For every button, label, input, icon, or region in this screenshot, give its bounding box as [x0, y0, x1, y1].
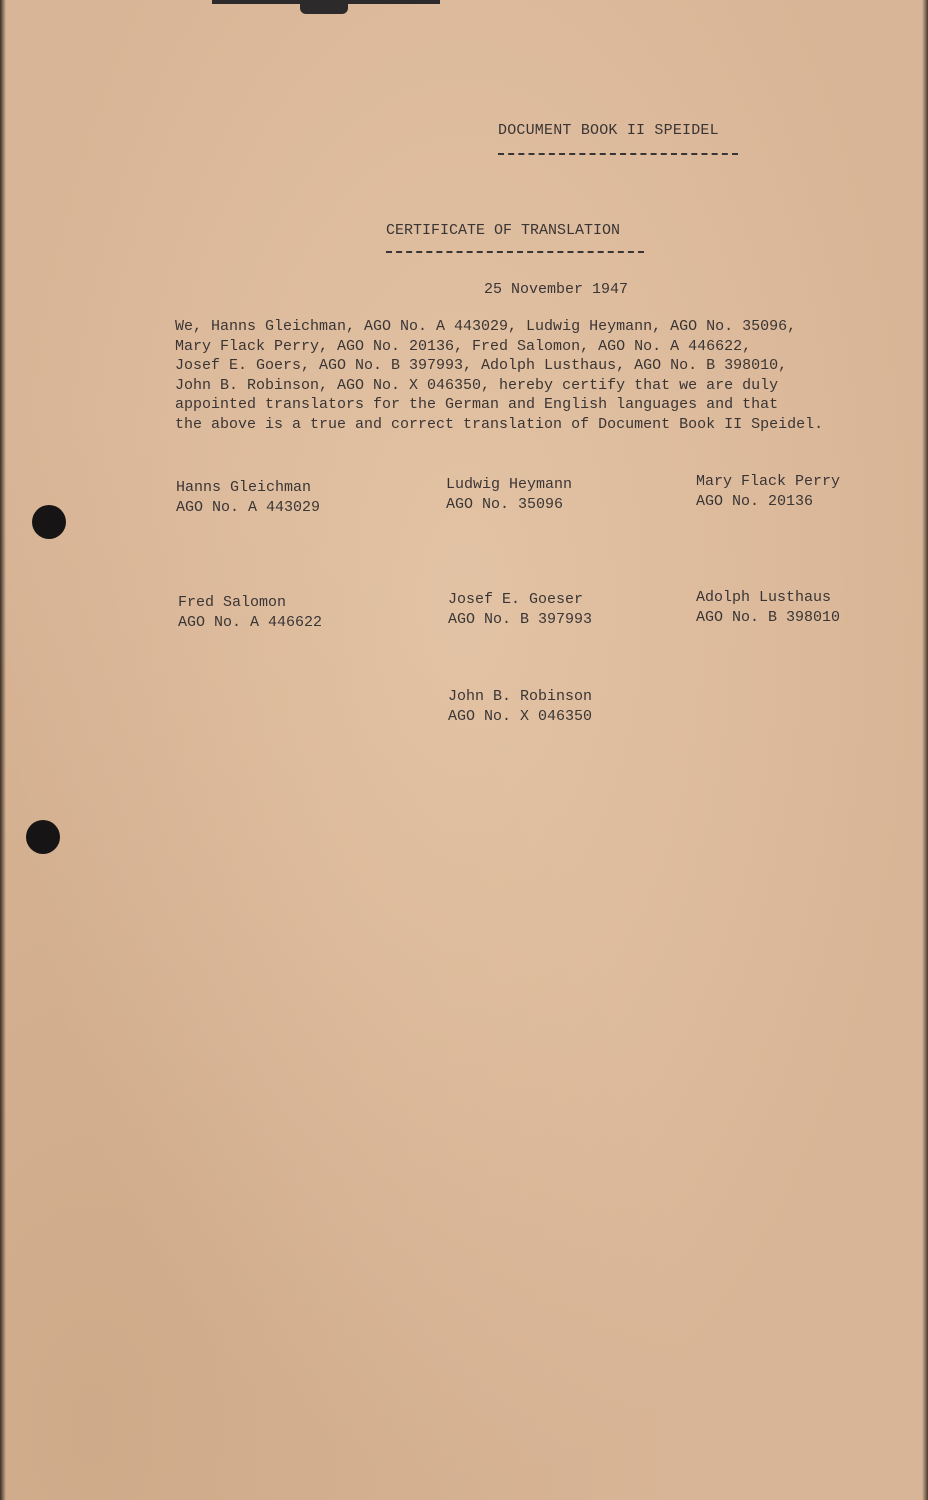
signatory-ago-number: AGO No. 35096 [446, 496, 564, 513]
signatory-block [176, 478, 320, 518]
certificate-date: 25 November 1947 [484, 281, 629, 298]
signatory-ago-number: AGO No. B 397993 [448, 611, 593, 628]
statement-line: We, Hanns Gleichman, AGO No. A 443029, Ludwig Heymann, AGO No. 35096, [175, 318, 797, 335]
signatory-name: Josef E. Goeser [448, 591, 584, 608]
punch-hole-upper [32, 505, 66, 539]
signatory-block [178, 593, 322, 633]
statement-line: Mary Flack Perry, AGO No. 20136, Fred Salomon, AGO No. A 446622, [175, 337, 752, 355]
punch-hole-lower [26, 820, 60, 854]
certificate-title-underline [386, 251, 644, 253]
statement-line: Josef E. Goers, AGO No. B 397993, Adolph Lusthaus, AGO No. B 398010, [175, 357, 788, 374]
signatory-block [448, 687, 592, 727]
left-page-edge [0, 0, 6, 1500]
signatory-ago-number: AGO No. B 398010 [696, 609, 841, 626]
document-reference-underline [498, 153, 738, 155]
signatory-block [696, 588, 840, 628]
right-page-edge [922, 0, 928, 1500]
statement-line: appointed translators for the German and English languages and that [175, 396, 779, 413]
signatory-ago-number: AGO No. 20136 [696, 493, 814, 510]
signatory-name: Adolph Lusthaus [696, 589, 832, 606]
signatory-name: Ludwig Heymann [446, 476, 573, 493]
signatory-ago-number: AGO No. A 443029 [176, 499, 321, 516]
document-reference: DOCUMENT BOOK II SPEIDEL [498, 122, 719, 139]
signatory-name: Hanns Gleichman [176, 479, 312, 496]
statement-line: John B. Robinson, AGO No. X 046350, hereby certify that we are duly [175, 376, 779, 394]
signatory-ago-number: AGO No. X 046350 [448, 708, 593, 725]
signatory-block [446, 475, 572, 515]
certificate-title: CERTIFICATE OF TRANSLATION [386, 222, 621, 239]
signatory-name: Mary Flack Perry [696, 473, 841, 490]
signatory-ago-number: AGO No. A 446622 [178, 614, 323, 631]
signatory-block [448, 590, 592, 630]
binder-clip [300, 4, 348, 14]
signatory-block [696, 472, 840, 512]
certification-statement [175, 317, 875, 434]
statement-line: the above is a true and correct translation of Document Book II Speidel. [175, 415, 824, 433]
signatory-name: Fred Salomon [178, 594, 287, 611]
signatory-name: John B. Robinson [448, 688, 593, 705]
